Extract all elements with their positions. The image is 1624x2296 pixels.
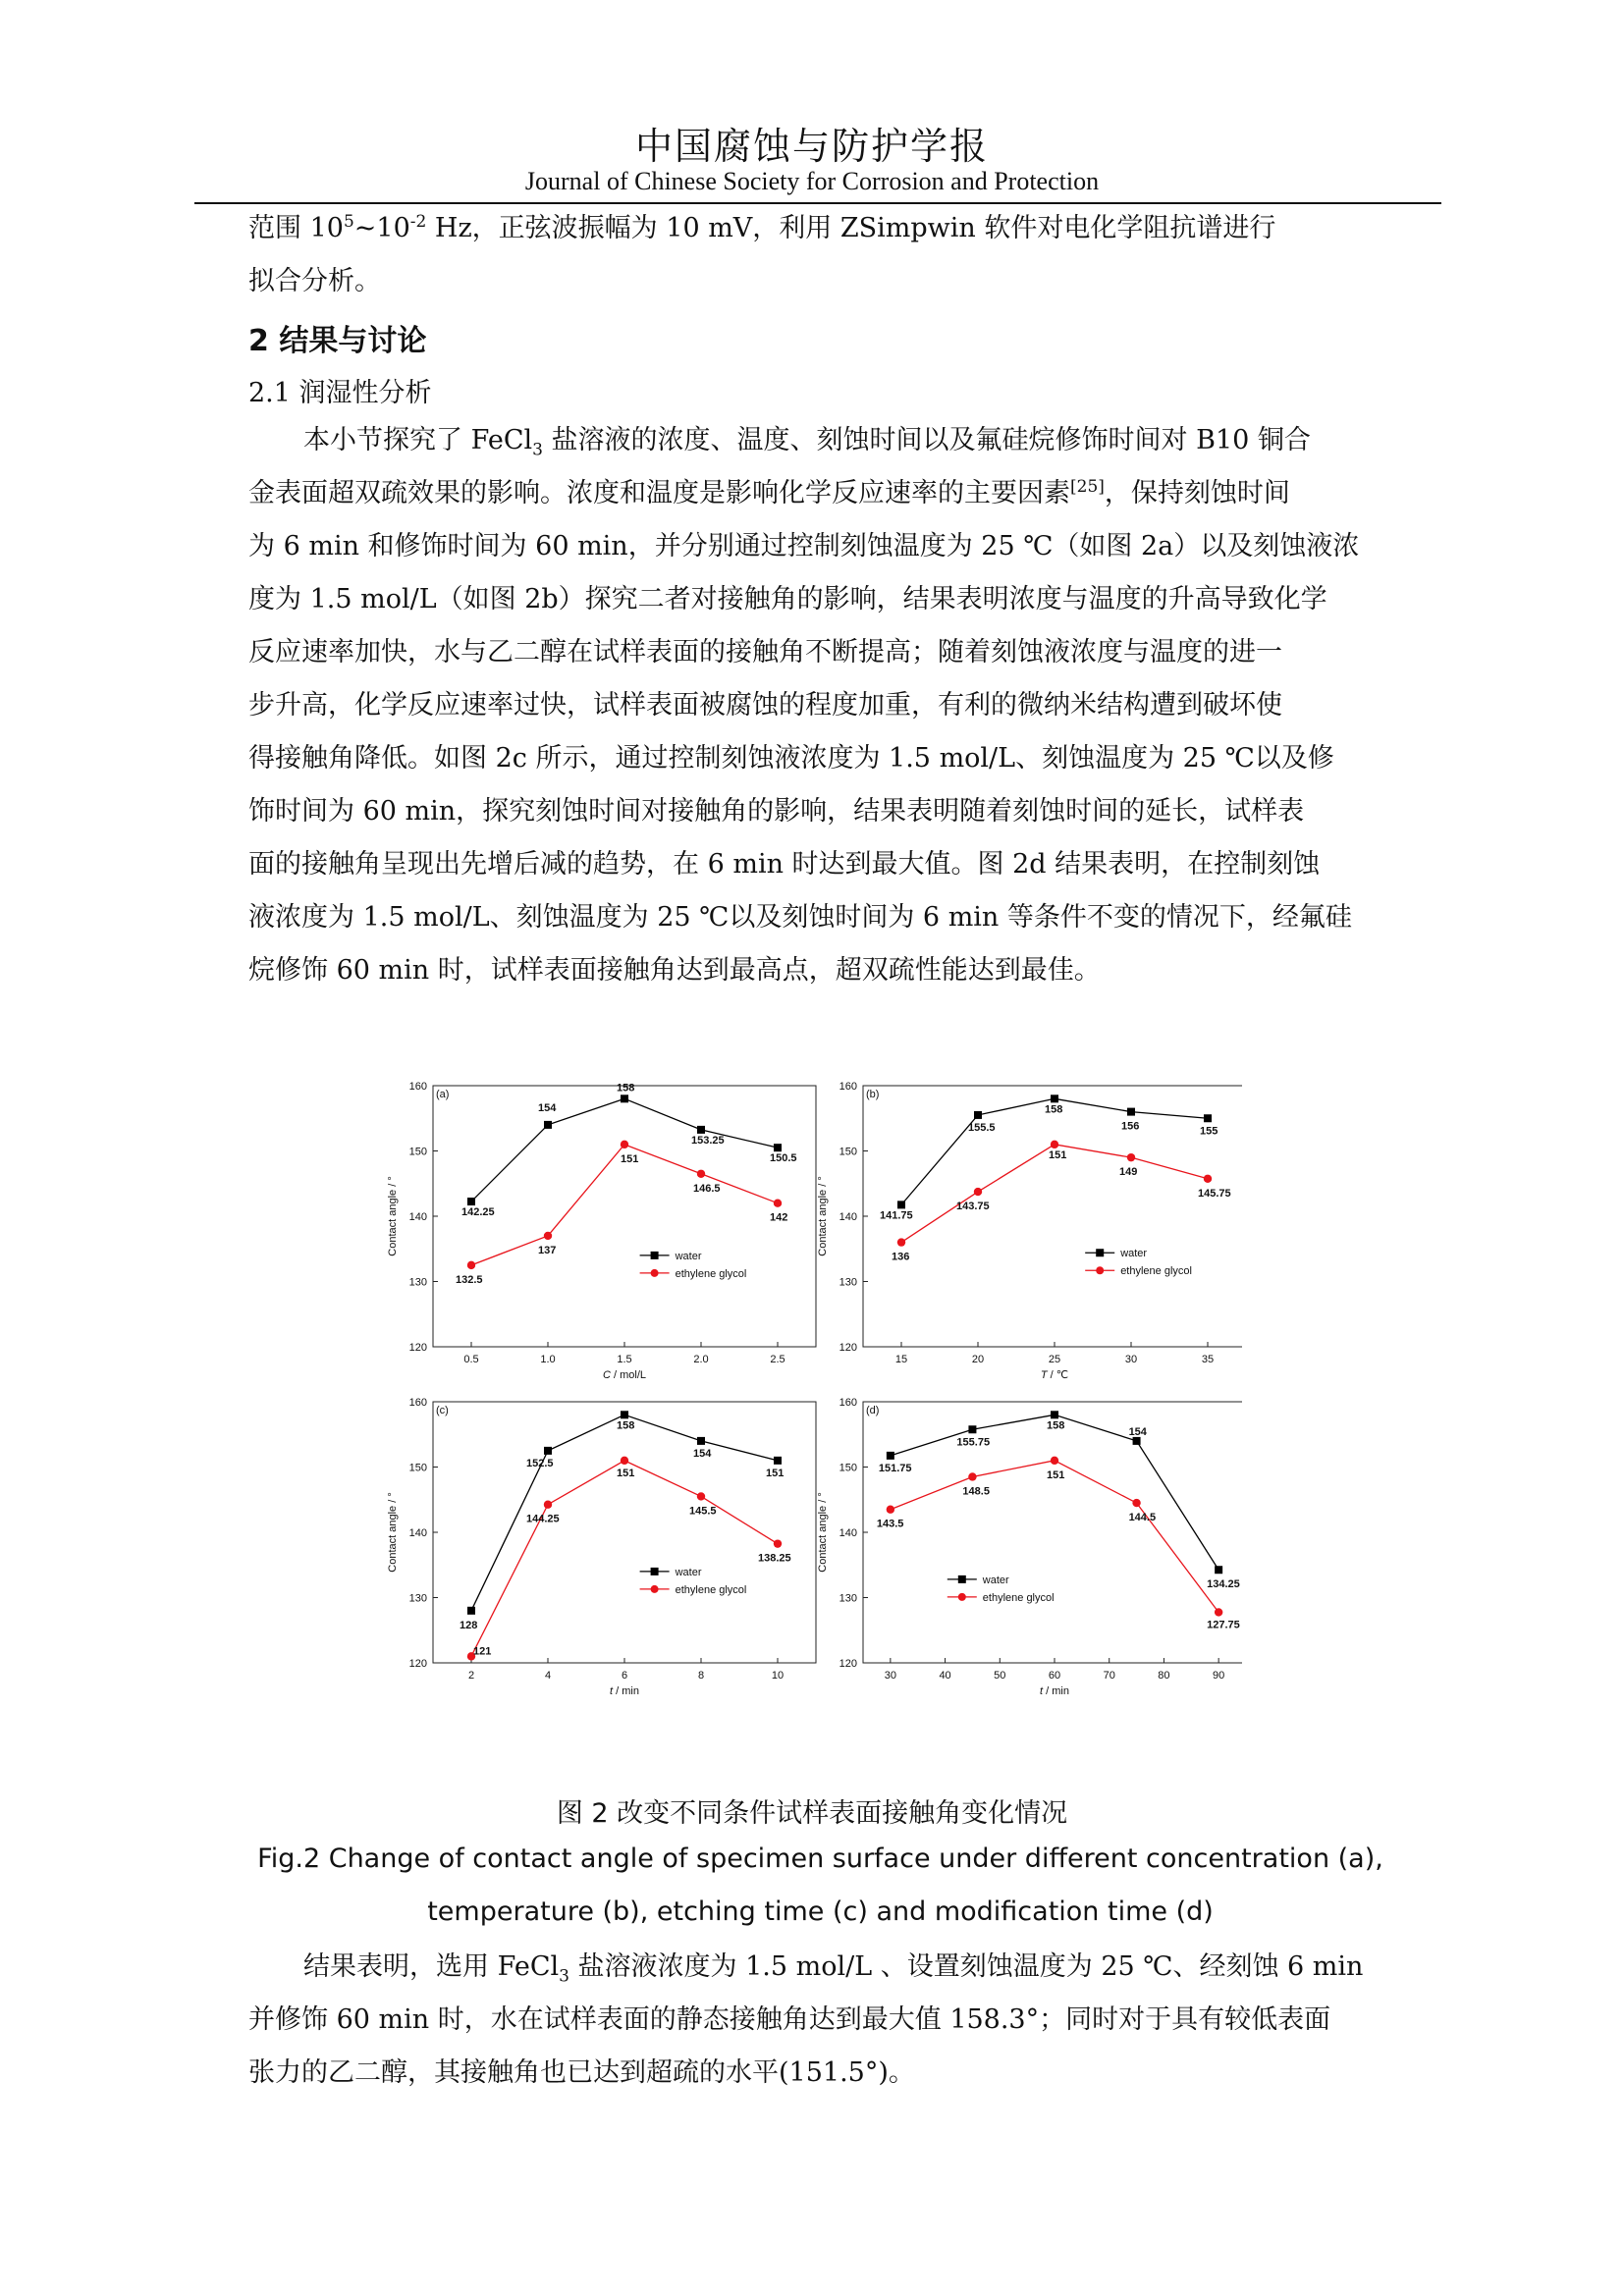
p2-xtick-label: 25 (1048, 1354, 1061, 1365)
p4-xtick-label: 90 (1213, 1670, 1225, 1682)
p4-xtick-label: 70 (1103, 1670, 1115, 1682)
p1-legend-marker (651, 1269, 659, 1277)
p3-yaxis-label: Contact angle / ° (387, 1492, 399, 1573)
figure-caption-en (248, 1833, 1392, 1939)
p1-yaxis-label: Contact angle / ° (387, 1176, 399, 1256)
p2-yaxis-label: Contact angle / ° (817, 1176, 829, 1256)
p2-glycol-point (897, 1238, 905, 1246)
p2-ytick-label: 140 (839, 1211, 857, 1223)
p4-ytick-label: 120 (839, 1658, 857, 1670)
p1-glycol-point (467, 1261, 475, 1269)
p1-xtick-label: 2.5 (770, 1354, 785, 1365)
p2-data-label: 145.75 (1198, 1187, 1231, 1200)
p4-ytick-label: 140 (839, 1527, 857, 1539)
p3-xtick-label: 2 (467, 1670, 475, 1682)
p4-legend-marker (958, 1575, 966, 1583)
p4-legend-label: water (982, 1574, 1009, 1586)
p4-yaxis-label: Contact angle / ° (817, 1492, 829, 1573)
p2-ytick-label: 150 (839, 1146, 857, 1158)
p1-ytick-label: 150 (408, 1146, 427, 1158)
section-title: 2 结果与讨论 (248, 324, 427, 358)
p4-ytick-label: 130 (839, 1592, 857, 1605)
p1-ytick-label: 140 (408, 1211, 427, 1223)
p3-data-label: 138.25 (758, 1552, 791, 1565)
p3-series-water-line (471, 1415, 778, 1611)
p3-ytick-label: 120 (408, 1658, 427, 1670)
p2-ytick-label: 130 (839, 1276, 857, 1289)
intro-paragraph (248, 202, 1392, 308)
p1-line-8: 饰时间为 60 min，探究刻蚀时间对接触角的影响，结果表明随着刻蚀时间的延长，试样表 (248, 796, 1305, 827)
p1-line-4: 度为 1.5 mol/L（如图 2b）探究二者对接触角的影响，结果表明浓度与温度的升高导致化学 (248, 584, 1327, 614)
p1-xtick-label: 1.5 (617, 1354, 632, 1365)
p4-data-label: 148.5 (962, 1485, 990, 1498)
p2-water-point (974, 1111, 982, 1119)
p3-water-point (774, 1457, 782, 1465)
caption-en-line-2: temperature (b), etching time (c) and modification time (d) (427, 1896, 1214, 1927)
p1-data-label: 151 (621, 1152, 639, 1165)
p4-legend-marker (958, 1593, 966, 1601)
p1-line-2: 金表面超双疏效果的影响。浓度和温度是影响化学反应速率的主要因素[25]，保持刻蚀时间 (248, 477, 1290, 508)
p4-glycol-point (1051, 1457, 1058, 1465)
p3-water-point (544, 1447, 552, 1455)
p3-water-point (467, 1607, 475, 1615)
p4-water-point (1051, 1411, 1058, 1418)
p3-data-label: 144.25 (526, 1513, 560, 1525)
p4-xaxis-label: t / min (1040, 1685, 1069, 1697)
p1-ytick-label: 120 (408, 1342, 427, 1354)
p1-data-label: 132.5 (456, 1273, 483, 1286)
p4-legend-label: ethylene glycol (982, 1591, 1055, 1604)
p4-plot-frame (863, 1402, 1242, 1663)
p4-xtick-label: 80 (1158, 1670, 1170, 1682)
p1-water-point (697, 1126, 705, 1134)
p1-data-label: 146.5 (693, 1182, 721, 1195)
p1-line-9: 面的接触角呈现出先增后减的趋势，在 6 min 时达到最大值。图 2d 结果表明，在控制刻蚀 (248, 849, 1321, 880)
p2-xtick-label: 15 (894, 1354, 908, 1365)
p1-water-point (774, 1144, 782, 1151)
p2-xtick-label: 35 (1201, 1354, 1215, 1365)
p1-water-point (621, 1095, 628, 1102)
caption-en-line-1: Fig.2 Change of contact angle of specimen surface under different concentration (a), (257, 1843, 1383, 1874)
p2-xtick-label: 30 (1124, 1354, 1138, 1365)
figure-2 (378, 1070, 1242, 1718)
figure-caption-cn: 图 2 改变不同条件试样表面接触角变化情况 (556, 1798, 1068, 1829)
p3-xtick-label: 6 (621, 1670, 628, 1682)
p2-line-3: 张力的乙二醇，其接触角也已达到超疏的水平(151.5°)。 (248, 2057, 915, 2088)
p3-panel-label: (c) (436, 1405, 449, 1416)
p1-data-label: 142 (770, 1211, 788, 1224)
p3-legend-marker (651, 1568, 659, 1575)
p3-xtick-label: 10 (771, 1670, 785, 1682)
p3-glycol-point (621, 1457, 628, 1465)
p2-data-label: 155.5 (968, 1121, 996, 1134)
p2-plot-frame (863, 1086, 1242, 1347)
intro-line-1: 范围 $10^5\sim 10^{-2}$ Hz，正弦波振幅为 10 mV，利用 ZSimpwin 软件对电化学阻抗谱进行 (248, 212, 1276, 243)
p1-ytick-label: 130 (408, 1276, 427, 1289)
p4-data-label: 143.5 (876, 1518, 904, 1530)
p3-ytick-label: 150 (408, 1462, 427, 1474)
p4-water-point (968, 1425, 976, 1433)
p2-data-label: 158 (1045, 1103, 1063, 1116)
p1-line-11: 烷修饰 60 min 时，试样表面接触角达到最高点，超双疏性能达到最佳。 (248, 955, 1101, 986)
p1-data-label: 154 (538, 1101, 557, 1114)
p3-glycol-point (544, 1501, 552, 1509)
p2-line-2: 并修饰 60 min 时，水在试样表面的静态接触角达到最大值 158.3°；同时对于具有较低表面 (248, 2004, 1331, 2035)
p4-series-glycol-line (891, 1461, 1218, 1613)
p3-legend-marker (651, 1585, 659, 1593)
p2-ytick-label: 160 (839, 1081, 857, 1093)
p1-glycol-point (544, 1232, 552, 1240)
paragraph-1 (248, 414, 1392, 997)
p3-data-label: 158 (617, 1419, 635, 1432)
p3-data-label: 128 (460, 1619, 478, 1631)
p4-water-point (1215, 1566, 1222, 1574)
p3-ytick-label: 140 (408, 1527, 427, 1539)
p4-panel-label: (d) (866, 1405, 880, 1416)
p2-glycol-point (1127, 1153, 1135, 1161)
p3-glycol-point (697, 1492, 705, 1500)
p1-line-7: 得接触角降低。如图 2c 所示，通过控制刻蚀液浓度为 1.5 mol/L、刻蚀温度为 25 ℃以及修 (248, 743, 1334, 774)
p2-legend-label: ethylene glycol (1120, 1265, 1192, 1278)
p3-data-label: 151 (617, 1467, 635, 1479)
p4-xtick-label: 40 (939, 1670, 951, 1682)
p1-line-10: 液浓度为 1.5 mol/L、刻蚀温度为 25 ℃以及刻蚀时间为 6 min 等条件不变的情况下，经氟硅 (248, 902, 1352, 933)
p3-xtick-label: 8 (697, 1670, 705, 1682)
p4-data-label: 158 (1047, 1419, 1065, 1432)
p4-xtick-label: 50 (994, 1670, 1006, 1682)
p4-xtick-label: 30 (884, 1670, 896, 1682)
p2-water-point (897, 1201, 905, 1208)
p1-glycol-point (774, 1200, 782, 1207)
p3-ytick-label: 160 (408, 1397, 427, 1409)
p2-ytick-label: 120 (839, 1342, 857, 1354)
p1-data-label: 153.25 (691, 1134, 725, 1147)
p1-panel-label: (a) (436, 1089, 450, 1100)
p1-ytick-label: 160 (408, 1081, 427, 1093)
p3-legend-label: water (675, 1566, 702, 1578)
p3-data-label: 121 (473, 1645, 492, 1658)
p3-water-point (621, 1411, 628, 1418)
p3-ytick-label: 130 (408, 1592, 427, 1605)
p1-line-6: 步升高，化学反应速率过快，试样表面被腐蚀的程度加重，有利的微纳米结构遭到破坏使 (248, 690, 1282, 721)
p1-legend-marker (651, 1252, 659, 1259)
p2-legend-marker (1096, 1266, 1104, 1274)
p2-xtick-label: 20 (971, 1354, 985, 1365)
p2-data-label: 156 (1121, 1120, 1140, 1133)
p4-data-label: 151.75 (878, 1462, 912, 1474)
p1-water-point (467, 1198, 475, 1205)
p2-glycol-point (1051, 1141, 1058, 1148)
p2-panel-label: (b) (866, 1089, 880, 1100)
p3-xaxis-label: t / min (610, 1685, 639, 1697)
p3-data-label: 145.5 (689, 1505, 717, 1518)
p2-glycol-point (1204, 1175, 1212, 1183)
p1-xtick-label: 2.0 (693, 1354, 709, 1365)
p2-water-point (1204, 1114, 1212, 1122)
p2-legend-marker (1096, 1249, 1104, 1256)
p1-glycol-point (697, 1170, 705, 1178)
p3-series-glycol-line (471, 1461, 778, 1657)
p2-legend-label: water (1120, 1248, 1148, 1260)
p1-legend-label: ethylene glycol (675, 1267, 747, 1280)
p2-water-point (1127, 1108, 1135, 1116)
p3-data-label: 151 (766, 1467, 785, 1479)
p1-glycol-point (621, 1141, 628, 1148)
p4-ytick-label: 150 (839, 1462, 857, 1474)
p2-water-point (1051, 1095, 1058, 1102)
p4-data-label: 155.75 (956, 1436, 991, 1449)
p4-water-point (1133, 1437, 1141, 1445)
p1-line-1: 本小节探究了 FeCl$_3$ 盐溶液的浓度、温度、刻蚀时间以及氟硅烷修饰时间对 B10 铜合 (303, 425, 1311, 460)
p3-xtick-label: 4 (544, 1670, 552, 1682)
figure-2-charts (378, 1070, 1242, 1718)
p4-data-label: 151 (1047, 1468, 1065, 1481)
p2-line-1: 结果表明，选用 FeCl$_3$ 盐溶液浓度为 1.5 mol/L 、设置刻蚀温度为 25 ℃、经刻蚀 6 min (303, 1951, 1364, 1987)
p3-water-point (697, 1437, 705, 1445)
p4-data-label: 154 (1128, 1425, 1147, 1438)
p4-data-label: 127.75 (1207, 1619, 1240, 1631)
p1-xaxis-label: C / mol/L (602, 1369, 647, 1381)
p2-data-label: 151 (1049, 1148, 1067, 1161)
p1-line-5: 反应速率加快，水与乙二醇在试样表面的接触角不断提高；随着刻蚀液浓度与温度的进一 (248, 637, 1282, 667)
p2-glycol-point (974, 1188, 982, 1196)
p1-xtick-label: 1.0 (540, 1354, 556, 1365)
p2-data-label: 143.75 (956, 1201, 990, 1213)
p3-legend-label: ethylene glycol (675, 1583, 747, 1596)
p2-xaxis-label: T / ℃ (1040, 1369, 1069, 1381)
p3-data-label: 152.5 (526, 1457, 554, 1469)
p4-glycol-point (1132, 1499, 1140, 1507)
p4-glycol-point (887, 1506, 894, 1514)
intro-line-2: 拟合分析。 (248, 266, 381, 296)
p4-glycol-point (1215, 1608, 1222, 1616)
p4-data-label: 144.5 (1128, 1512, 1157, 1524)
p4-xtick-label: 60 (1048, 1670, 1061, 1682)
p1-water-point (544, 1121, 552, 1129)
p1-data-label: 137 (538, 1244, 557, 1256)
subsection-title: 2.1 润湿性分析 (248, 378, 432, 408)
p1-data-label: 150.5 (770, 1152, 797, 1165)
p2-data-label: 141.75 (880, 1209, 913, 1222)
p1-xtick-label: 0.5 (463, 1354, 479, 1365)
p3-glycol-point (774, 1539, 782, 1547)
journal-title-cn: 中国腐蚀与防护学报 (634, 125, 989, 168)
p4-water-point (887, 1452, 894, 1460)
p3-data-label: 154 (693, 1447, 712, 1460)
p4-ytick-label: 160 (839, 1397, 857, 1409)
p1-data-label: 142.25 (461, 1206, 495, 1219)
p4-data-label: 134.25 (1207, 1578, 1240, 1591)
paragraph-2 (248, 1941, 1392, 2100)
p2-data-label: 155 (1200, 1125, 1218, 1138)
p1-line-3: 为 6 min 和修饰时间为 60 min，并分别通过控制刻蚀温度为 25 ℃（如图 2a）以及刻蚀液浓 (248, 531, 1360, 561)
p2-data-label: 136 (892, 1251, 910, 1263)
p4-glycol-point (968, 1472, 976, 1480)
journal-title-en: Journal of Chinese Society for Corrosion and Protection (524, 167, 1100, 195)
p1-legend-label: water (675, 1250, 702, 1262)
p1-data-label: 158 (617, 1082, 635, 1095)
p2-data-label: 149 (1119, 1166, 1138, 1179)
